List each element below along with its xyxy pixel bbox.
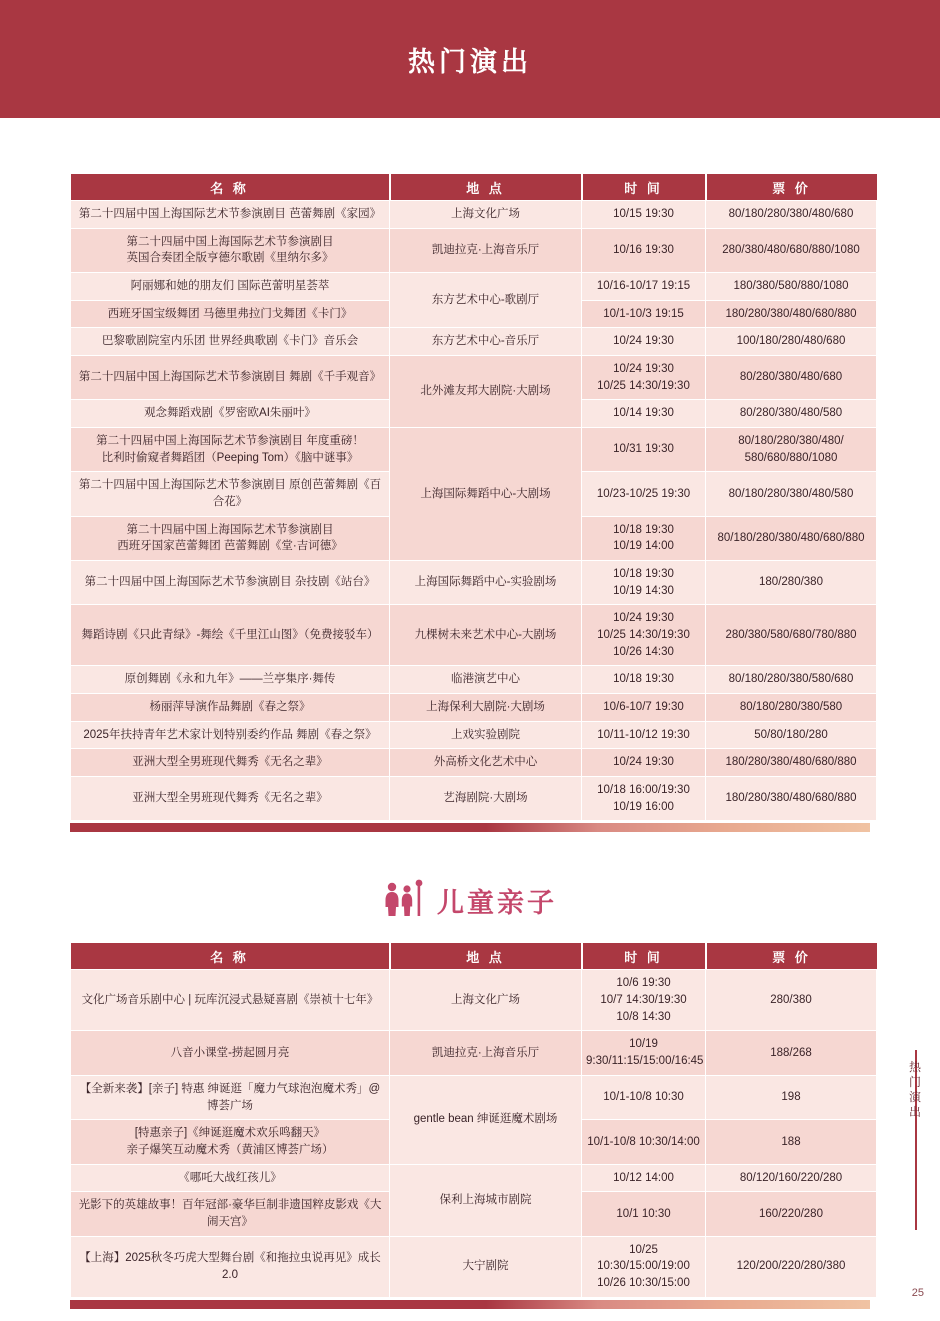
hot-shows-gradient-bar bbox=[70, 823, 870, 832]
cell-show-name: 阿丽娜和她的朋友们 国际芭蕾明星荟萃 bbox=[71, 273, 390, 301]
cell-show-name: 【全新来袭】[亲子] 特惠 绅诞逛「魔力气球泡泡魔术秀」@博荟广场 bbox=[71, 1075, 390, 1119]
cell-show-name: 亚洲大型全男班现代舞秀《无名之辈》 bbox=[71, 777, 390, 821]
cell-show-name: 第二十四届中国上海国际艺术节参演剧目 年度重磅！ 比利时偷窥者舞蹈团（Peeping Tom）《脑中谜事》 bbox=[71, 428, 390, 472]
cell-price: 180/280/380 bbox=[706, 561, 877, 605]
table-row[interactable] bbox=[71, 1075, 877, 1119]
kids-section-heading bbox=[0, 878, 940, 923]
cell-datetime: 10/1-10/8 10:30/14:00 bbox=[582, 1120, 706, 1164]
cell-price: 280/380/580/680/780/880 bbox=[706, 605, 877, 666]
family-icon bbox=[383, 878, 427, 923]
cell-venue: 艺海剧院·大剧场 bbox=[390, 777, 582, 821]
column-header-price: 票 价 bbox=[706, 943, 877, 970]
cell-show-name: 亚洲大型全男班现代舞秀《无名之辈》 bbox=[71, 749, 390, 777]
cell-price: 80/180/280/380/480/580 bbox=[706, 472, 877, 516]
table-row[interactable] bbox=[71, 970, 877, 1031]
cell-venue: 凯迪拉克·上海音乐厅 bbox=[390, 228, 582, 272]
cell-price: 80/280/380/480/580 bbox=[706, 400, 877, 428]
cell-show-name: 西班牙国宝级舞团 马德里弗拉门戈舞团《卡门》 bbox=[71, 300, 390, 328]
column-header-price: 票 价 bbox=[706, 174, 877, 201]
cell-price: 80/180/280/380/480/680 bbox=[706, 201, 877, 229]
cell-datetime: 10/18 19:30 10/19 14:00 bbox=[582, 516, 706, 560]
cell-show-name: 第二十四届中国上海国际艺术节参演剧目 西班牙国家芭蕾舞团 芭蕾舞剧《堂·吉诃德》 bbox=[71, 516, 390, 560]
cell-price: 188/268 bbox=[706, 1031, 877, 1075]
table-row[interactable] bbox=[71, 356, 877, 400]
cell-datetime: 10/15 19:30 bbox=[582, 201, 706, 229]
cell-show-name: 光影下的英雄故事！百年冠部·豪华巨制非遗国粹皮影戏《大闹天宫》 bbox=[71, 1192, 390, 1236]
cell-show-name: 【上海】2025秋冬巧虎大型舞台剧《和拖拉虫说再见》成长2.0 bbox=[71, 1236, 390, 1297]
table-row[interactable] bbox=[71, 694, 877, 722]
table-row[interactable] bbox=[71, 428, 877, 472]
cell-datetime: 10/23-10/25 19:30 bbox=[582, 472, 706, 516]
page-number: 25 bbox=[911, 1287, 924, 1299]
table-row[interactable] bbox=[71, 721, 877, 749]
cell-datetime: 10/24 19:30 bbox=[582, 328, 706, 356]
cell-venue: 临港演艺中心 bbox=[390, 666, 582, 694]
kids-table-wrap bbox=[70, 943, 870, 1308]
cell-datetime: 10/6 19:30 10/7 14:30/19:30 10/8 14:30 bbox=[582, 970, 706, 1031]
cell-show-name: 文化广场音乐剧中心 | 玩库沉浸式悬疑喜剧《崇祯十七年》 bbox=[71, 970, 390, 1031]
cell-price: 80/180/280/380/480/ 580/680/880/1080 bbox=[706, 428, 877, 472]
cell-price: 50/80/180/280 bbox=[706, 721, 877, 749]
cell-venue: 保利上海城市剧院 bbox=[390, 1164, 582, 1236]
cell-show-name: 八音小课堂-捞起圆月亮 bbox=[71, 1031, 390, 1075]
kids-shows-table-body bbox=[71, 970, 877, 1297]
cell-datetime: 10/14 19:30 bbox=[582, 400, 706, 428]
cell-datetime: 10/24 19:30 10/25 14:30/19:30 10/26 14:30 bbox=[582, 605, 706, 666]
table-row[interactable] bbox=[71, 1031, 877, 1075]
table-row[interactable] bbox=[71, 228, 877, 272]
table-row[interactable] bbox=[71, 201, 877, 229]
cell-show-name: 2025年扶持青年艺术家计划特别委约作品 舞剧《春之祭》 bbox=[71, 721, 390, 749]
cell-datetime: 10/6-10/7 19:30 bbox=[582, 694, 706, 722]
cell-datetime: 10/25 10:30/15:00/19:00 10/26 10:30/15:00 bbox=[582, 1236, 706, 1297]
table-row[interactable] bbox=[71, 749, 877, 777]
cell-venue: 上海文化广场 bbox=[390, 970, 582, 1031]
cell-price: 180/380/580/880/1080 bbox=[706, 273, 877, 301]
table-row[interactable] bbox=[71, 273, 877, 301]
table-row[interactable] bbox=[71, 1236, 877, 1297]
column-header-time: 时 间 bbox=[582, 943, 706, 970]
cell-price: 80/280/380/480/680 bbox=[706, 356, 877, 400]
cell-datetime: 10/16-10/17 19:15 bbox=[582, 273, 706, 301]
kids-table-header bbox=[71, 943, 877, 970]
cell-venue: 上海国际舞蹈中心-大剧场 bbox=[390, 428, 582, 561]
cell-venue: 上海文化广场 bbox=[390, 201, 582, 229]
cell-venue: 凯迪拉克·上海音乐厅 bbox=[390, 1031, 582, 1075]
table-row[interactable] bbox=[71, 777, 877, 821]
cell-datetime: 10/18 16:00/19:30 10/19 16:00 bbox=[582, 777, 706, 821]
cell-datetime: 10/16 19:30 bbox=[582, 228, 706, 272]
table-header bbox=[71, 174, 877, 201]
cell-venue: 东方艺术中心-歌剧厅 bbox=[390, 273, 582, 328]
cell-venue: 九棵树未来艺术中心-大剧场 bbox=[390, 605, 582, 666]
table-row[interactable] bbox=[71, 328, 877, 356]
cell-price: 180/280/380/480/680/880 bbox=[706, 777, 877, 821]
hot-shows-table-wrap bbox=[70, 174, 870, 832]
cell-datetime: 10/24 19:30 10/25 14:30/19:30 bbox=[582, 356, 706, 400]
cell-price: 188 bbox=[706, 1120, 877, 1164]
cell-show-name: 第二十四届中国上海国际艺术节参演剧目 原创芭蕾舞剧《百合花》 bbox=[71, 472, 390, 516]
column-header-name: 名 称 bbox=[71, 174, 390, 201]
table-row[interactable] bbox=[71, 666, 877, 694]
table-row[interactable] bbox=[71, 605, 877, 666]
cell-venue: 东方艺术中心-音乐厅 bbox=[390, 328, 582, 356]
cell-datetime: 10/11-10/12 19:30 bbox=[582, 721, 706, 749]
kids-shows-table bbox=[70, 943, 877, 1297]
column-header-name: 名 称 bbox=[71, 943, 390, 970]
cell-price: 160/220/280 bbox=[706, 1192, 877, 1236]
cell-price: 80/180/280/380/580 bbox=[706, 694, 877, 722]
cell-datetime: 10/31 19:30 bbox=[582, 428, 706, 472]
cell-datetime: 10/12 14:00 bbox=[582, 1164, 706, 1192]
cell-venue: gentle bean 绅诞逛魔术剧场 bbox=[390, 1075, 582, 1164]
cell-show-name: 杨丽萍导演作品舞剧《春之祭》 bbox=[71, 694, 390, 722]
cell-price: 80/120/160/220/280 bbox=[706, 1164, 877, 1192]
column-header-place: 地 点 bbox=[390, 943, 582, 970]
cell-venue: 大宁剧院 bbox=[390, 1236, 582, 1297]
kids-section-title: 儿童亲子 bbox=[437, 888, 557, 919]
cell-price: 180/280/380/480/680/880 bbox=[706, 300, 877, 328]
cell-show-name: 第二十四届中国上海国际艺术节参演剧目 杂技剧《站台》 bbox=[71, 561, 390, 605]
hot-shows-table-body bbox=[71, 201, 877, 821]
cell-datetime: 10/18 19:30 bbox=[582, 666, 706, 694]
cell-datetime: 10/1-10/8 10:30 bbox=[582, 1075, 706, 1119]
side-tab-label: 热门演出 bbox=[908, 1060, 923, 1119]
cell-venue: 上海保利大剧院·大剧场 bbox=[390, 694, 582, 722]
cell-price: 280/380/480/680/880/1080 bbox=[706, 228, 877, 272]
cell-venue: 外高桥文化艺术中心 bbox=[390, 749, 582, 777]
cell-show-name: 舞蹈诗剧《只此青绿》-舞绘《千里江山图》（免费接驳车） bbox=[71, 605, 390, 666]
cell-price: 180/280/380/480/680/880 bbox=[706, 749, 877, 777]
cell-show-name: 观念舞蹈戏剧《罗密欧AI朱丽叶》 bbox=[71, 400, 390, 428]
cell-price: 80/180/280/380/580/680 bbox=[706, 666, 877, 694]
cell-price: 198 bbox=[706, 1075, 877, 1119]
column-header-place: 地 点 bbox=[390, 174, 582, 201]
cell-show-name: 《哪吒大战红孩儿》 bbox=[71, 1164, 390, 1192]
cell-price: 100/180/280/480/680 bbox=[706, 328, 877, 356]
cell-price: 120/200/220/280/380 bbox=[706, 1236, 877, 1297]
page-title: 热门演出 bbox=[408, 46, 532, 77]
cell-show-name: 巴黎歌剧院室内乐团 世界经典歌剧《卡门》音乐会 bbox=[71, 328, 390, 356]
cell-datetime: 10/18 19:30 10/19 14:30 bbox=[582, 561, 706, 605]
cell-show-name: [特惠亲子]《绅诞逛魔术欢乐鸣翻天》 亲子爆笑互动魔术秀（黄浦区博荟广场） bbox=[71, 1120, 390, 1164]
table-row[interactable] bbox=[71, 1164, 877, 1192]
cell-show-name: 原创舞剧《永和九年》——兰亭集序·舞传 bbox=[71, 666, 390, 694]
cell-datetime: 10/1 10:30 bbox=[582, 1192, 706, 1236]
cell-venue: 上戏实验剧院 bbox=[390, 721, 582, 749]
cell-datetime: 10/19 9:30/11:15/15:00/16:45 bbox=[582, 1031, 706, 1075]
cell-price: 280/380 bbox=[706, 970, 877, 1031]
table-row[interactable] bbox=[71, 561, 877, 605]
cell-price: 80/180/280/380/480/680/880 bbox=[706, 516, 877, 560]
page-header-banner bbox=[0, 0, 940, 118]
cell-show-name: 第二十四届中国上海国际艺术节参演剧目 芭蕾舞剧《家园》 bbox=[71, 201, 390, 229]
hot-shows-table bbox=[70, 174, 877, 821]
cell-venue: 上海国际舞蹈中心-实验剧场 bbox=[390, 561, 582, 605]
cell-venue: 北外滩友邦大剧院·大剧场 bbox=[390, 356, 582, 428]
cell-datetime: 10/1-10/3 19:15 bbox=[582, 300, 706, 328]
cell-show-name: 第二十四届中国上海国际艺术节参演剧目 舞剧《千手观音》 bbox=[71, 356, 390, 400]
column-header-time: 时 间 bbox=[582, 174, 706, 201]
cell-datetime: 10/24 19:30 bbox=[582, 749, 706, 777]
cell-show-name: 第二十四届中国上海国际艺术节参演剧目 英国合奏团全版亨德尔歌剧《里纳尔多》 bbox=[71, 228, 390, 272]
kids-gradient-bar bbox=[70, 1300, 870, 1309]
